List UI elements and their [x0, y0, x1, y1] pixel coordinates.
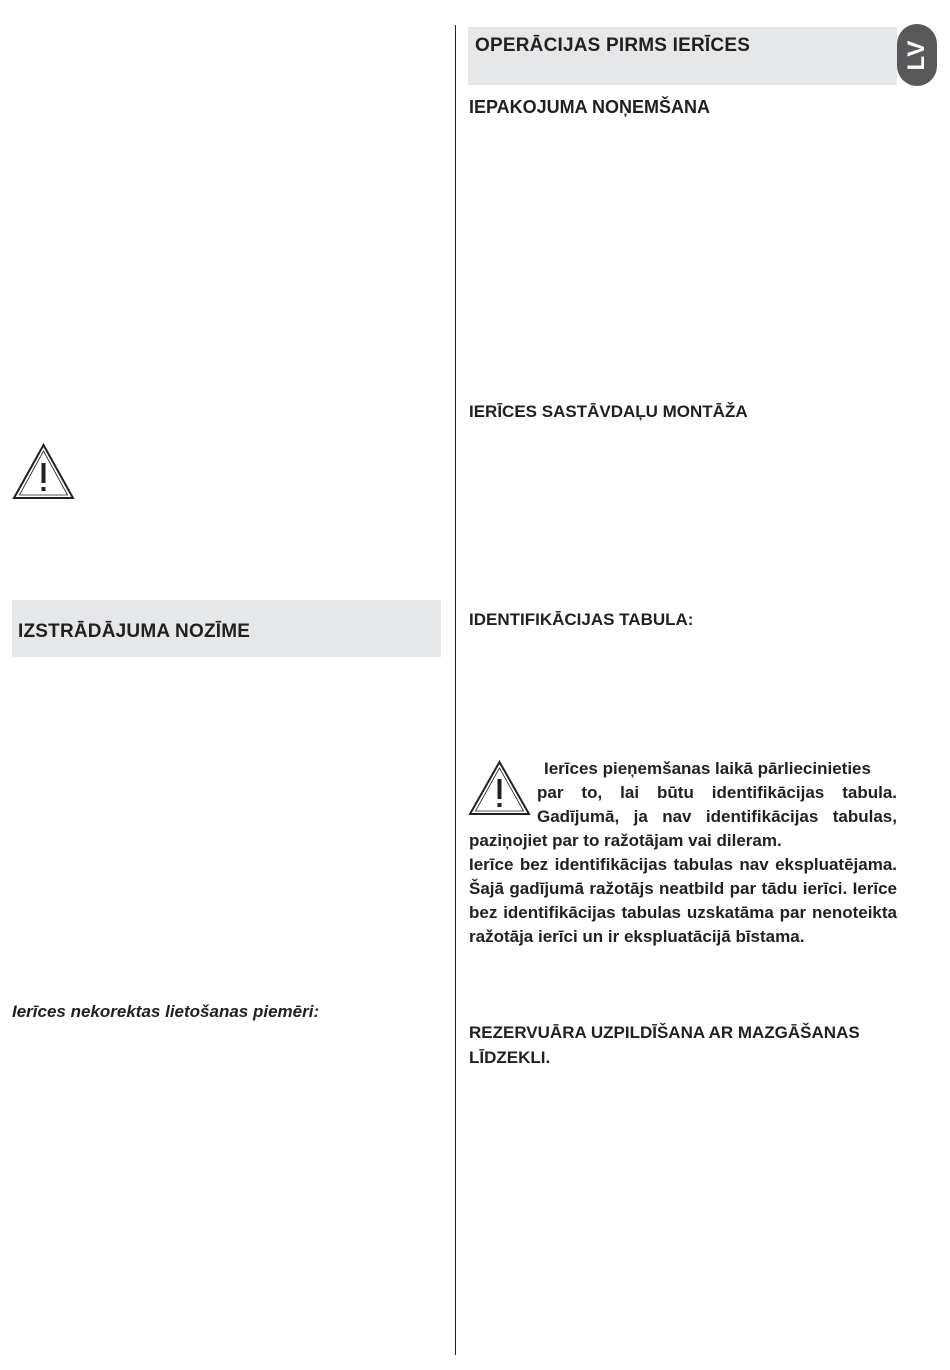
- warning-triangle-icon: [12, 443, 75, 500]
- unpacking-heading: IEPAKOJUMA NOŅEMŠANA: [469, 97, 711, 117]
- misuse-examples-heading: Ierīces nekorektas lietošanas piemēri:: [12, 1002, 320, 1021]
- warning-intro: [537, 757, 897, 829]
- refill-heading-line-2: LĪDZEKLI.: [469, 1048, 551, 1067]
- operations-section-band: [468, 27, 897, 85]
- warning-body: [469, 829, 897, 949]
- intended-use-section-band: [12, 600, 441, 657]
- id-table-heading: IDENTIFIKĀCIJAS TABULA:: [469, 610, 694, 629]
- warning-line-2: par to, lai būtu identifikācijas tabula.: [537, 783, 897, 802]
- warning-triangle-icon: [468, 760, 531, 816]
- intended-use-title: IZSTRĀDĀJUMA NOZĪME: [18, 621, 251, 642]
- language-code: LV: [903, 39, 930, 71]
- warning-paragraph-2: Ierīce bez identifikācijas tabulas nav ekspluatējama. Šajā gadījumā ražotājs neatbild par tādu ierīci. Ierīce bez identifikācijas tabulas uzskatāma par nenoteikta ražotāja ierīci un ir ekspluatācijā bīstama.: [469, 855, 897, 946]
- warning-line-1: Ierīces pieņemšanas laikā pārliecinieties: [544, 759, 871, 778]
- refill-heading-line-1: REZERVUĀRA UZPILDĪŠANA AR MAZGĀŠANAS: [469, 1023, 860, 1042]
- language-tab: [897, 24, 937, 86]
- warning-line-3: Gadījumā, ja nav identifikācijas tabulas,: [537, 807, 897, 826]
- refill-heading: [469, 1020, 899, 1070]
- assembly-heading: IERĪCES SASTĀVDAĻU MONTĀŽA: [469, 402, 748, 421]
- warning-paragraph-1-end: paziņojiet par to ražotājam vai dileram.: [469, 831, 782, 850]
- operations-title: OPERĀCIJAS PIRMS IERĪCES: [475, 35, 751, 56]
- column-divider: [455, 25, 456, 1355]
